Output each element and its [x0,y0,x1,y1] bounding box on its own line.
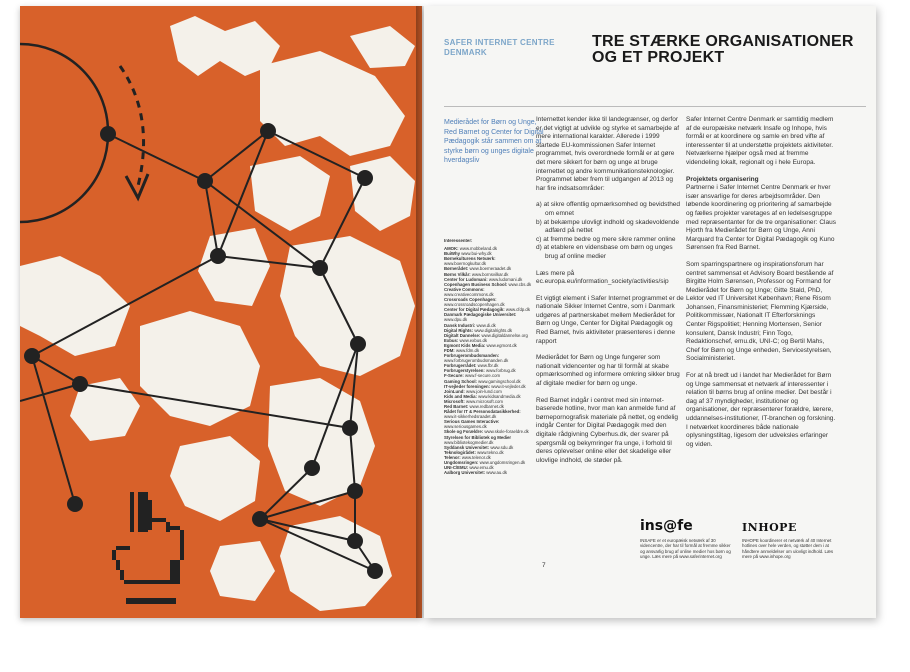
partner-url: www.forbrugerombudsmanden.dk [444,358,509,364]
paragraph: For at nå bredt ud i landet har Medierådet for Børn og Unge sammensat et netværk af interessenter i relation til børns brug af online medier. Det består i dag af 37 myndigheder, institutioner og organisationer, der repræsenterer forældre, lærere, uddannelses-institutioner, IT-branchen og forskning. I netværket koordineres både nationale oplysningstiltag, ligesom der udveksles erfaringer og viden. [686,372,836,448]
list-item: b) at bekæmpe ulovligt indhold og skadevoldende adfærd på nettet [536,218,680,235]
partner-name: F-Secure: [444,373,466,379]
partner-name: Dansk Industri: [444,322,477,328]
paragraph: Red Barnet indgår i centret med sin internet-baserede hotline, hvor man kan anmelde fund af børnepornografisk materiale på nettet, og endelig indgår Center for Digital Pædagogik med den digitale rådgivning Cyberhus.dk, der svarer på spørgsmål og bekymringer fra unge, i forhold til deres oplevelser online eller det skadelige eller ulovlige indhold, de støder på. [536,396,679,464]
right-page [424,6,876,618]
partner-entry [444,287,532,297]
insafe-logo: ins@fe [640,518,693,534]
partner-name: Red Barnet: [444,404,470,409]
partner-name: Telenor: [444,454,462,460]
left-page-illustration [20,6,422,618]
partners-list [444,238,532,475]
partner-name: BuiWhy [444,251,462,257]
partner-name: Digital Rights: [444,327,475,333]
partner-url: www.microsoft.com [465,398,503,404]
partner-url: www.ludomani.dk [488,276,523,282]
partner-url: www.gamingschool.dk [478,378,521,384]
partner-name: Danmark Pædagogiske Universitet: [444,312,517,318]
page-headline [592,34,854,66]
list-item: c) at fremme bedre og mere sikre rammer online [536,235,676,243]
partner-url: www.di.dk [476,322,496,328]
partner-url: www.exbus.dk [459,337,487,343]
dashed-arrow [120,66,144,186]
paragraph: Som sparringspartnere og inspirationsforum har centret sammensat et Advisory Board bestående af Birgitte Holm Sørensen, Professor og Formand for Medierådet for Børn og Unge; Gitte Stald, PhD, Lektor ved IT Universitet København; Rene Risom Johansen, Finansministeriet; Flemming Kjærside, Politikommissær, Nationalt IT Efterforsknings Center Rigspolitiet; Henning Mortensen, Senior konsulent, Dansk Industri; Finn Togo, Redaktionschef, emu.dk, UNI-C; og Bertil Mahs, Chef for Børn og Unge enheden, Servicestyrelsen, Socialministeriet. [686,260,834,363]
partner-name: Børns Vilkår: [444,271,472,277]
partner-entry [444,419,532,429]
partner-url: www.join-lund.com [465,388,502,394]
partner-url: www.bibliotekogmedier.dk [444,439,494,445]
partner-name: Kids and Media: [444,393,479,399]
network-illustration [20,6,422,618]
partner-url: www.cbs.dk [508,281,532,287]
inhope-logo: INHOPE [742,521,797,534]
partner-name: Serious Games Interactive: [444,419,500,425]
partner-url: www.mobbeland.dk [459,246,498,252]
paragraph: Læs mere på ec.europa.eu/information_society/activities/sip [536,269,669,286]
partner-name: Skole og Forældre: [444,429,485,435]
partner-name: Crossroads Copenhagen: [444,297,497,303]
list-item: a) at sikre offentlig opmærksomhed og bevidsthed om emnet [536,201,681,217]
partner-url: www.fbr.dk [477,363,499,369]
subheading: Projektets organisering [686,175,759,183]
partner-name: Styrelsen for Bibliotek og Medier [444,434,512,440]
partner-url: www.telenor.dk [461,454,491,460]
partner-url: www.bui-why.dk [461,251,492,257]
partner-name: Exbus: [444,337,460,343]
headline-line-1: TRE STÆRKE ORGANISATIONER [592,33,854,50]
partner-entry [444,297,532,307]
partner-items [444,246,532,475]
partner-name: UNI-C/EMU: [444,465,470,471]
partner-url: www.redbarnet.dk [469,404,504,409]
partners-heading: Interessenter: [444,238,473,243]
partner-url: www.digitaldannelse.org [481,332,528,338]
partner-entry [444,353,532,363]
partner-url: www.creativecommons.dk [444,291,494,297]
partner-name: Børnerådet: [444,266,470,272]
partner-entry [444,470,532,475]
partner-url: www.crossroadscopenhagen.dk [444,302,505,308]
partner-name: FDM: [444,347,456,353]
text-column-3 [686,116,836,457]
partner-url: www.digitalrights.dk [474,327,513,333]
kicker-line-2: DENMARK [444,48,487,57]
partner-url: www.seriousgames.dk [444,424,487,430]
partner-url: www.dpu.dk [444,317,468,323]
partner-url: www.f-secure.com [465,373,501,379]
partner-name: Forbrugerstyrelsen: [444,368,487,374]
partner-url: www.kidsandmedia.dk [478,393,521,399]
partner-name: Center for Digital Pædagogik: [444,307,506,313]
partner-url: www.emu.dk [469,465,494,471]
partner-name: Microsoft: [444,398,466,404]
partner-name: Creative Commons: [444,286,485,292]
partner-url: www.egmont.dk [486,342,517,348]
paragraph: Safer Internet Centre Denmark er samtidig medlem af de europæiske netværk Insafe og Inhope, hvis formål er at koordinere og samle en bred vifte af interessenter til at understøtte projektets aktiviteter. Netværkerne hjælper også med at fremme videndeling lokalt, regionalt og i hele Europa. [686,116,834,166]
paragraph: Et vigtigt element i Safer Internet programmet er de nationale Sikker Internet Centre, som i Danmark udgøres af partnerskabet mellem Medierådet for Børn og Unge, Center for Digital Pædagogik og Red Barnet, hvis aktiviteter præsenteres i denne rapport [536,294,684,345]
partner-name: Copenhagen Business School: [444,281,509,287]
partner-url: www.bornsvilkar.dk [471,271,509,277]
partner-url: www.boerneraadet.dk [469,266,512,272]
header-divider [444,106,866,107]
partner-url: www.tekno.dk [477,449,504,455]
partner-name: Aalborg Universitet: [444,470,487,476]
partner-name: Gaming School: [444,378,479,384]
partner-entry [444,312,532,322]
partner-url: www.sdu.dk [490,444,514,450]
partner-name: Forbrugerombudsmanden: [444,353,500,359]
partner-name: JoinLund: [444,388,466,394]
partner-entry [444,256,532,266]
partner-name: Teknologirådet: [444,449,478,455]
partner-url: www.skole-foraeldre.dk [484,429,529,435]
partner-url: www.fdm.dk [455,347,480,353]
arc-line-lower [20,134,108,222]
partner-name: Digitalt Dannelse: [444,332,482,338]
partner-name: IT-vejleder foreningen: [444,383,492,389]
arrow-head-icon [126,174,148,198]
partner-name: Børnekulturens Netværk: [444,256,496,262]
partner-name: Center for Ludomani: [444,276,489,282]
arc-line [20,44,108,134]
partner-name: Syddansk Universitet: [444,444,491,450]
partner-name: AMOK: [444,246,460,252]
partner-entry [444,435,532,445]
paragraph: Medierådet for Børn og Unge fungerer som nationalt videncenter og har til formål at skabe opmærksomhed og informere omkring sikker brug af digitale medier for børn og unge. [536,354,680,388]
inhope-caption: INHOPE koordinerer et netværk af 40 Internet hotlines over hele verden, og støtter dem i at håndtere anmeldelser om ulovligt indhold. Læs mere på www.inhope.org [742,538,834,560]
partner-name: Rådet for IT & Personsdatasikkerhed: [444,409,521,415]
partner-url: www.ungdomsringen.dk [479,460,526,466]
partner-entry [444,409,532,419]
partner-url: www.au.dk [486,470,508,476]
intro-text: Medierådet for Børn og Unge, Red Barnet og Center for Digital Pædagogik står sammen om at styrke børn og unges digitale hverdagsliv [444,119,544,164]
partner-url: www.it-sikkerhedsraadet.dk [444,414,497,420]
kicker-line-1: SAFER INTERNET CENTRE [444,38,555,47]
partner-url: www.it-vejleder.dk [491,383,526,389]
pixel-hand-cursor-icon [112,492,184,604]
partner-url: www.forbrug.dk [486,368,516,374]
list-item: d) at etablere en vidensbase om børn og unges brug af online medier [536,244,673,260]
partner-url: www.cfdp.dk [505,307,530,313]
paragraph: Internettet kender ikke til landegrænser, og derfor er det vigtigt at udvikle og styrke et samarbejde af mere international karakter. Allerede i 1999 startede EU-kommissionen Safer Internet programmet, hvis overordnede formål er at gøre det mere sikkert for børn og unge at bruge internettet og andre kommunikationsteknologier. Programmet løber frem til udgangen af 2013 og har fire indsatsområder: [536,116,680,192]
partner-name: Ungdomsringen: [444,460,480,466]
partner-url: www.boernogkultur.dk [444,261,487,267]
page-number: 7 [542,562,546,569]
paragraph: Partnerne i Safer Internet Centre Denmark er hver især ansvarlige for deres arbejdsområder. Den løbende koordinering og prioritering af samarbejde og fælles projekter varetages af en ledelsesgruppe med repræsentanter for de tre organisationer: Claus Hjorth fra Medierådet for Børn og Unge, Anni Marquard fra Center for Digital Pædagogik og Kuno Sørensen fra Red Barnet. [686,184,836,252]
insafe-caption: INSAFE er et europæisk netværk af 30 videncentre, der har til formål at fremme sikker og ansvarlig brug af online medier hos børn og unge. Læs mere på www.saferinternet.org [640,538,731,560]
partner-name: Egmont Kids Media: [444,342,487,348]
partner-name: Forbrugerrådet: [444,363,478,369]
headline-line-2: OG ET PROJEKT [592,49,725,66]
section-kicker [444,38,555,58]
focus-areas-list [536,201,684,261]
text-column-2 [536,116,684,473]
